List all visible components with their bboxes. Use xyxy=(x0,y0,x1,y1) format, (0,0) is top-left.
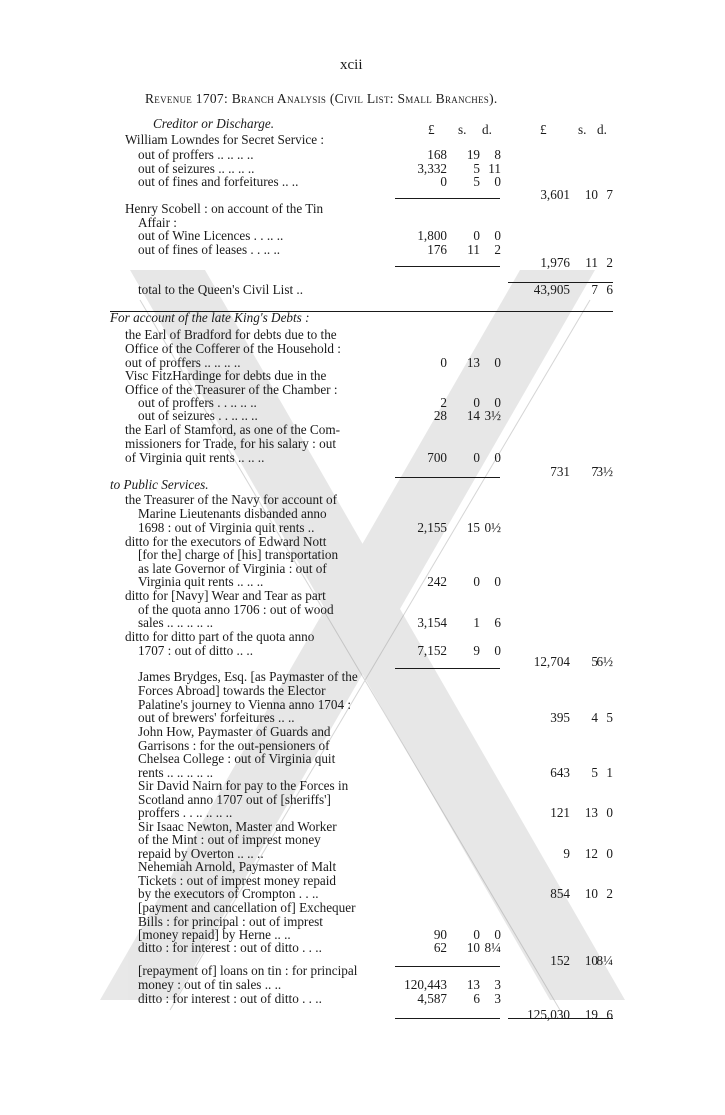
amount-pounds: 28 xyxy=(433,408,447,423)
total-shillings: 5 xyxy=(591,654,598,669)
header-total-shilling: s. xyxy=(578,122,587,137)
entry-text: [money repaid] by Herne .. .. xyxy=(138,927,291,942)
amount-pounds: 7,152 xyxy=(417,643,447,658)
amount-pence: 0 xyxy=(494,927,501,942)
entry-text: [payment and cancellation of] Exchequer xyxy=(138,900,356,915)
total-shillings: 10 xyxy=(584,886,598,901)
amount-shillings: 13 xyxy=(466,355,480,370)
entry-text: sales .. .. .. .. .. xyxy=(138,615,214,630)
entry-text: William Lowndes for Secret Service : xyxy=(125,132,325,147)
total-pence: 2 xyxy=(606,886,613,901)
amount-pounds: 0 xyxy=(440,174,447,189)
amount-pounds: 3,154 xyxy=(417,615,447,630)
entry-text: to Public Services. xyxy=(110,477,209,492)
page-title: Revenue 1707: Branch Analysis (Civil List: Small Branches). xyxy=(145,91,498,106)
entry-text: ditto for the executors of Edward Nott xyxy=(125,534,327,549)
total-pounds: 9 xyxy=(563,846,570,861)
total-pounds: 125,030 xyxy=(527,1007,570,1022)
total-pence: 7 xyxy=(606,187,613,202)
amount-pence: 0 xyxy=(494,174,501,189)
entry-text: Visc FitzHardinge for debts due in the xyxy=(125,368,327,383)
entry-text: 1707 : out of ditto .. .. xyxy=(138,643,254,658)
amount-shillings: 9 xyxy=(473,643,480,658)
amount-shillings: 0 xyxy=(473,574,480,589)
total-pence: 5 xyxy=(606,710,613,725)
entry-text: Affair : xyxy=(138,215,177,230)
entry-text: by the executors of Crompton . . .. xyxy=(138,886,319,901)
entry-text: Office of the Treasurer of the Chamber : xyxy=(125,382,338,397)
entry-text: ditto : for interest : out of ditto . . .. xyxy=(138,940,322,955)
amount-pounds: 176 xyxy=(427,242,447,257)
total-pounds: 43,905 xyxy=(533,282,570,297)
total-pounds: 643 xyxy=(550,765,570,780)
header-pound: £ xyxy=(428,122,435,137)
amount-shillings: 5 xyxy=(473,174,480,189)
entry-text: Sir David Nairn for pay to the Forces in xyxy=(138,778,349,793)
sum-rule xyxy=(395,266,500,267)
amount-pounds: 3,332 xyxy=(417,161,447,176)
entry-text: repaid by Overton .. .. .. xyxy=(138,846,264,861)
entry-text: of Virginia quit rents .. .. .. xyxy=(125,450,265,465)
total-pence: 6 xyxy=(606,1007,613,1022)
entry-text: Forces Abroad] towards the Elector xyxy=(138,683,326,698)
entry-text: total to the Queen's Civil List .. xyxy=(138,282,304,297)
amount-pounds: 2 xyxy=(440,395,447,410)
amount-pounds: 90 xyxy=(433,927,447,942)
entry-text: out of seizures . . .. .. .. xyxy=(138,408,258,423)
entry-text: Garrisons : for the out-pensioners of xyxy=(138,738,330,753)
entry-text: Virginia quit rents .. .. .. xyxy=(138,574,264,589)
entry-text: out of Wine Licences . . .. .. xyxy=(138,228,284,243)
amount-shillings: 14 xyxy=(466,408,480,423)
total-pence: 8¼ xyxy=(596,953,613,968)
entry-text: Tickets : out of imprest money repaid xyxy=(138,873,337,888)
total-pence: 0 xyxy=(606,805,613,820)
amount-pence: 0 xyxy=(494,395,501,410)
total-pence: 6½ xyxy=(596,654,613,669)
amount-pounds: 242 xyxy=(427,574,447,589)
amount-shillings: 0 xyxy=(473,450,480,465)
header-total-pound: £ xyxy=(540,122,547,137)
entry-text: Scotland anno 1707 out of [sheriffs'] xyxy=(138,792,331,807)
entry-text: Sir Isaac Newton, Master and Worker xyxy=(138,819,337,834)
amount-pounds: 700 xyxy=(427,450,447,465)
entry-text: Bills : for principal : out of imprest xyxy=(138,914,323,929)
sum-rule xyxy=(395,668,500,669)
total-pence: 6 xyxy=(606,282,613,297)
total-shillings: 11 xyxy=(585,255,598,270)
entry-text: [repayment of] loans on tin : for principal xyxy=(138,963,358,978)
amount-shillings: 0 xyxy=(473,927,480,942)
entry-text: of the quota anno 1706 : out of wood xyxy=(138,602,334,617)
total-pence: 1 xyxy=(606,765,613,780)
amount-pence: 0 xyxy=(494,355,501,370)
entry-text: Nehemiah Arnold, Paymaster of Malt xyxy=(138,859,337,874)
total-pounds: 731 xyxy=(550,464,570,479)
total-shillings: 7 xyxy=(591,282,598,297)
total-pence: 2 xyxy=(606,255,613,270)
total-shillings: 13 xyxy=(584,805,598,820)
entry-text: out of brewers' forfeitures .. .. xyxy=(138,710,295,725)
entry-text: Office of the Cofferer of the Household : xyxy=(125,341,341,356)
amount-pence: 8 xyxy=(494,147,501,162)
amount-pence: 0 xyxy=(494,228,501,243)
entry-text: ditto for ditto part of the quota anno xyxy=(125,629,315,644)
amount-shillings: 5 xyxy=(473,161,480,176)
header-shilling: s. xyxy=(458,122,467,137)
amount-pence: 11 xyxy=(488,161,501,176)
entry-text: John How, Paymaster of Guards and xyxy=(138,724,331,739)
amount-pence: 3 xyxy=(494,977,501,992)
total-shillings: 19 xyxy=(584,1007,598,1022)
amount-pounds: 120,443 xyxy=(404,977,447,992)
total-shillings: 10 xyxy=(584,953,598,968)
amount-shillings: 11 xyxy=(467,242,480,257)
amount-pounds: 62 xyxy=(433,940,447,955)
amount-shillings: 0 xyxy=(473,395,480,410)
amount-shillings: 19 xyxy=(466,147,480,162)
total-pounds: 12,704 xyxy=(533,654,570,669)
total-shillings: 4 xyxy=(591,710,598,725)
header-total-pence: d. xyxy=(597,122,607,137)
entry-text: rents .. .. .. .. .. xyxy=(138,765,214,780)
total-pounds: 395 xyxy=(550,710,570,725)
entry-text: out of fines and forfeitures .. .. xyxy=(138,174,299,189)
amount-shillings: 15 xyxy=(466,520,480,535)
entry-text: [for the] charge of [his] transportation xyxy=(138,547,339,562)
entry-text: money : out of tin sales .. .. xyxy=(138,977,282,992)
total-shillings: 7 xyxy=(591,464,598,479)
amount-shillings: 6 xyxy=(473,991,480,1006)
amount-pounds: 4,587 xyxy=(417,991,447,1006)
total-pence: 3½ xyxy=(596,464,613,479)
total-shillings: 5 xyxy=(591,765,598,780)
total-shillings: 12 xyxy=(584,846,598,861)
amount-pounds: 1,800 xyxy=(417,228,447,243)
amount-shillings: 0 xyxy=(473,228,480,243)
amount-pence: 0½ xyxy=(484,520,501,535)
header-pence: d. xyxy=(482,122,492,137)
amount-pence: 0 xyxy=(494,574,501,589)
amount-shillings: 13 xyxy=(466,977,480,992)
entry-text: as late Governor of Virginia : out of xyxy=(138,561,327,576)
entry-text: of the Mint : out of imprest money xyxy=(138,832,321,847)
column-subheading: Creditor or Discharge. xyxy=(153,116,275,131)
entry-text: proffers . . .. .. .. .. xyxy=(138,805,233,820)
entry-text: the Earl of Stamford, as one of the Com- xyxy=(125,422,340,437)
amount-shillings: 10 xyxy=(466,940,480,955)
entry-text: out of proffers .. .. .. .. xyxy=(138,147,254,162)
amount-pence: 6 xyxy=(494,615,501,630)
entry-text: out of proffers .. .. .. .. xyxy=(125,355,241,370)
entry-text: out of proffers . . .. .. .. xyxy=(138,395,257,410)
entry-text: 1698 : out of Virginia quit rents .. xyxy=(138,520,315,535)
amount-pence: 8¼ xyxy=(484,940,501,955)
sum-rule xyxy=(395,477,500,478)
entry-text: Palatine's journey to Vienna anno 1704 : xyxy=(138,697,352,712)
entry-text: Henry Scobell : on account of the Tin xyxy=(125,201,324,216)
total-pounds: 854 xyxy=(550,886,570,901)
entry-text: missioners for Trade, for his salary : out xyxy=(125,436,336,451)
amount-pence: 0 xyxy=(494,643,501,658)
amount-pence: 0 xyxy=(494,450,501,465)
entry-text: ditto for [Navy] Wear and Tear as part xyxy=(125,588,326,603)
total-shillings: 10 xyxy=(584,187,598,202)
sum-rule xyxy=(395,1018,500,1019)
entry-text: the Earl of Bradford for debts due to the xyxy=(125,327,337,342)
page-number: xcii xyxy=(340,57,363,73)
amount-pence: 3½ xyxy=(484,408,501,423)
total-pounds: 121 xyxy=(550,805,570,820)
amount-pence: 2 xyxy=(494,242,501,257)
sum-rule xyxy=(395,198,500,199)
entry-text: the Treasurer of the Navy for account of xyxy=(125,492,338,507)
amount-pounds: 0 xyxy=(440,355,447,370)
entry-text: Chelsea College : out of Virginia quit xyxy=(138,751,336,766)
entry-text: James Brydges, Esq. [as Paymaster of the xyxy=(138,669,358,684)
entry-text: out of seizures .. .. .. .. xyxy=(138,161,255,176)
amount-pounds: 2,155 xyxy=(417,520,447,535)
amount-pence: 3 xyxy=(494,991,501,1006)
total-pounds: 1,976 xyxy=(540,255,570,270)
entry-text: out of fines of leases . . .. .. xyxy=(138,242,281,257)
entry-text: Marine Lieutenants disbanded anno xyxy=(138,506,327,521)
total-pence: 0 xyxy=(606,846,613,861)
entry-text: For account of the late King's Debts : xyxy=(110,310,310,325)
amount-shillings: 1 xyxy=(473,615,480,630)
total-pounds: 152 xyxy=(550,953,570,968)
amount-pounds: 168 xyxy=(427,147,447,162)
sum-rule xyxy=(395,966,500,967)
total-pounds: 3,601 xyxy=(540,187,570,202)
entry-text: ditto : for interest : out of ditto . . .. xyxy=(138,991,322,1006)
